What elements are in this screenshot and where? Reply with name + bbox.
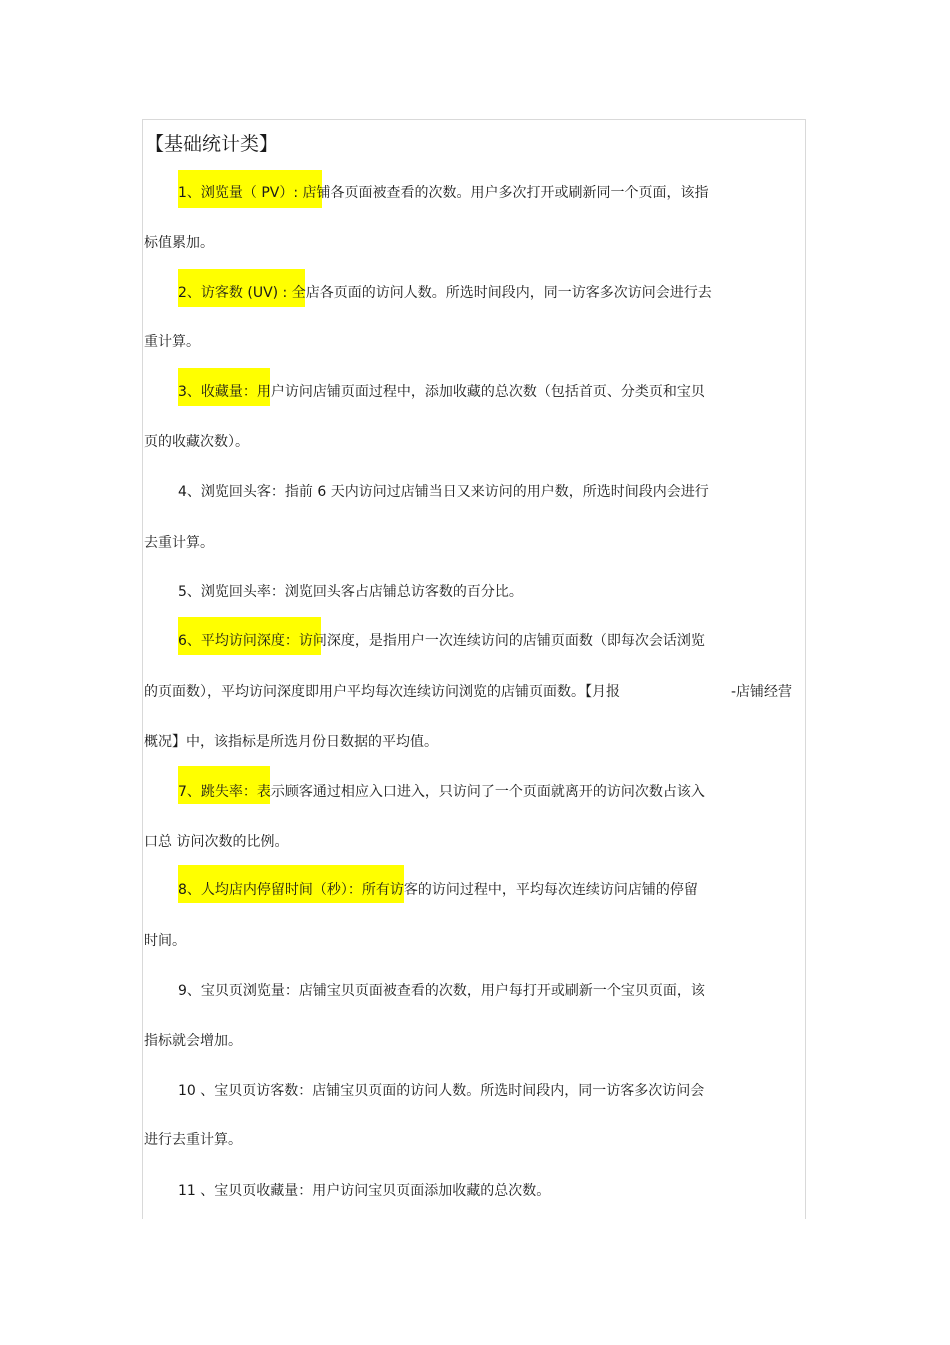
item-10-line-2: 进行去重计算。 — [144, 1132, 242, 1148]
item-8-line-1: 8、人均店内停留时间（秒）：所有访客的访问过程中，平均每次连续访问店铺的停留 — [178, 882, 698, 898]
item-10-line-1: 10 、宝贝页访客数：店铺宝贝页面的访问人数。所选时间段内，同一访客多次访问会 — [178, 1083, 705, 1099]
item-4-line-1: 4、浏览回头客：指前 6 天内访问过店铺当日又来访问的用户数，所选时间段内会进行 — [178, 484, 709, 500]
item-2-line-1: 2、访客数 (UV) : 全店各页面的访问人数。所选时间段内，同一访客多次访问会进行去 — [178, 285, 712, 301]
item-1-line-2: 标值累加。 — [144, 235, 214, 251]
item-9-line-1: 9、宝贝页浏览量：店铺宝贝页面被查看的次数，用户每打开或刷新一个宝贝页面，该 — [178, 983, 705, 999]
item-6-line-2b: -店铺经营 — [731, 684, 793, 700]
item-9-line-2: 指标就会增加。 — [144, 1033, 242, 1049]
item-7-line-2: 口总 访问次数的比例。 — [144, 834, 289, 850]
item-3-line-1: 3、收藏量：用户访问店铺页面过程中，添加收藏的总次数（包括首页、分类页和宝贝 — [178, 384, 705, 400]
item-3-line-2: 页的收藏次数）。 — [144, 434, 249, 450]
item-7-line-1: 7、跳失率：表示顾客通过相应入口进入，只访问了一个页面就离开的访问次数占该入 — [178, 784, 705, 800]
item-2-line-2: 重计算。 — [144, 334, 200, 350]
item-1-line-1: 1、浏览量（ PV）: 店铺各页面被查看的次数。用户多次打开或刷新同一个页面，该指 — [178, 185, 709, 201]
item-6-line-2: 的页面数），平均访问深度即用户平均每次连续访问浏览的店铺页面数。【月报 — [144, 684, 620, 700]
item-4-line-2: 去重计算。 — [144, 535, 214, 551]
item-8-line-2: 时间。 — [144, 933, 186, 949]
item-6-line-1: 6、平均访问深度：访问深度，是指用户一次连续访问的店铺页面数（即每次会话浏览 — [178, 633, 705, 649]
item-5-line-1: 5、浏览回头率：浏览回头客占店铺总访客数的百分比。 — [178, 584, 523, 600]
section-heading: 【基础统计类】 — [145, 133, 279, 155]
item-6-line-3: 概况】中，该指标是所选月份日数据的平均值。 — [144, 734, 438, 750]
item-11-line-1: 11 、宝贝页收藏量：用户访问宝贝页面添加收藏的总次数。 — [178, 1183, 551, 1199]
